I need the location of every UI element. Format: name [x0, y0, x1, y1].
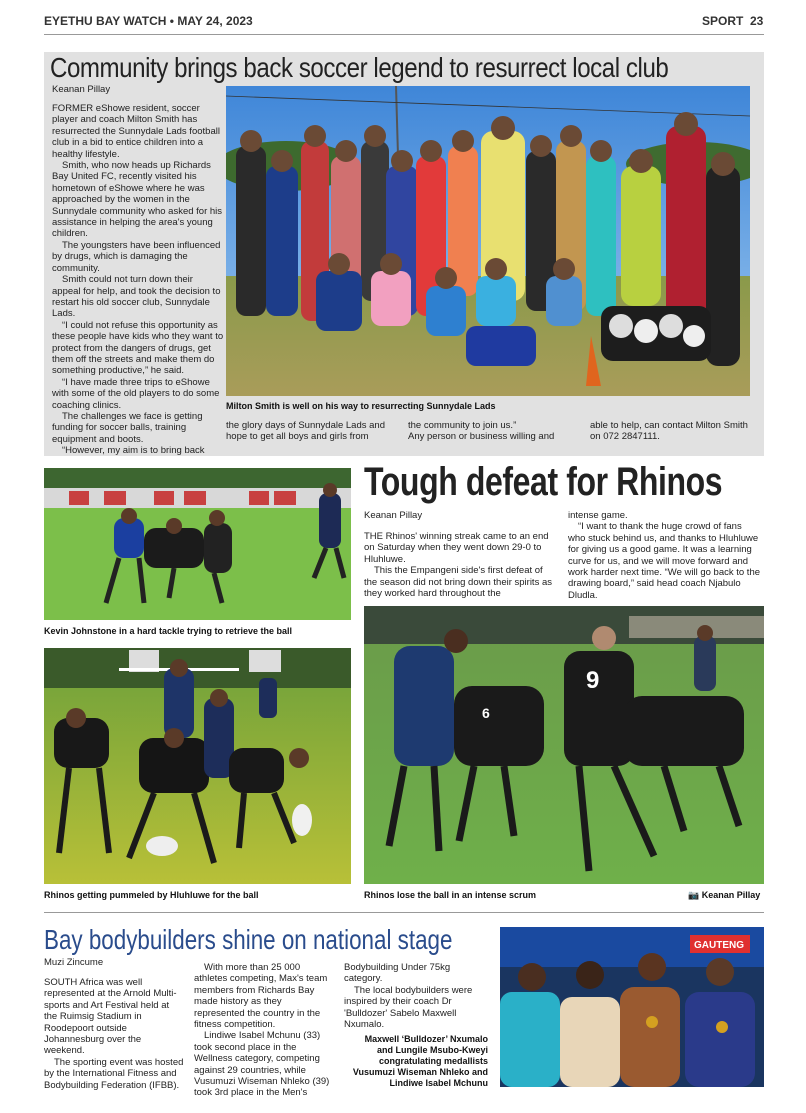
article3-byline: Muzi Zincume: [44, 957, 104, 968]
banner-text: GAUTENG: [694, 940, 744, 951]
article2-col2: [568, 510, 760, 601]
team-photo-caption: Milton Smith is well on his way to resurrecting Sunnydale Lads: [226, 401, 496, 411]
bodybuilders-caption: Maxwell ‘Bulldozer’ Nxumalo and Lungile Msubo-Kweyi congratulating medallists Vusumuzi Wiseman Nhleko and Lindiwe Isabel Mchunu: [352, 1034, 488, 1088]
article3-col3: [344, 962, 486, 1030]
article3-col1: [44, 977, 184, 1091]
article2-headline: Tough defeat for Rhinos: [364, 460, 723, 504]
article2-col1: [364, 531, 556, 599]
article1-bottom-col2: the community to join us.” Any person or business willing and: [408, 420, 555, 443]
camera-icon: 📷: [688, 890, 700, 900]
article3-col2: [194, 962, 334, 1099]
section-label: SPORT: [702, 14, 744, 28]
article3-paragraph: The sporting event was hosted by the International Fitness and Bodybuilding Federation (IFBB).: [44, 1056, 184, 1091]
article1-paragraph: “I could not refuse this opportunity as these people have kids who they want to protect from the dangers of drugs, get them off the streets and make them do something productive,” he said.: [52, 319, 224, 377]
article2-paragraph: “I want to thank the huge crowd of fans who stuck behind us, and thanks to Hluhluwe for giving us a good game. It was a learning curve for us, and we will move forward and work harder next time. “We will go back to the drawing board,” said head coach Njabulo Dludla.: [568, 521, 761, 601]
article1-paragraph: FORMER eShowe resident, soccer player and coach Milton Smith has resurrected the Sunnydale Lads football club in a bid to entice children into a healthy lifestyle.: [52, 103, 220, 160]
section-divider: [44, 912, 764, 913]
article2-byline: Keanan Pillay: [364, 510, 423, 521]
tackle-caption: Kevin Johnstone in a hard tackle trying to retrieve the ball: [44, 626, 293, 636]
article3-headline: Bay bodybuilders shine on national stage: [44, 924, 453, 955]
article1-bottom-col3: able to help, can contact Milton Smith on 072 2847111.: [590, 420, 748, 443]
article1-bottom-col1: the glory days of Sunnydale Lads and hope to get all boys and girls from: [226, 420, 385, 443]
article1-byline: Keanan Pillay: [52, 84, 111, 95]
article2-paragraph: This the Empangeni side's first defeat of the season did not bring down their spirits as they worked hard throughout the: [364, 565, 552, 600]
pummeled-photo: [44, 648, 351, 884]
article3-paragraph: The local bodybuilders were inspired by their coach Dr 'Bulldozer' Sabelo Maxwell Nxumalo.: [344, 984, 473, 1031]
article1-paragraph: “I have made three trips to eShowe with some of the old players to do some coaching clinics.: [52, 376, 220, 411]
article1-headline: Community brings back soccer legend to resurrect local club: [50, 52, 669, 83]
page-number: 23: [750, 14, 764, 28]
article2-paragraph: intense game.: [568, 510, 628, 521]
article2-paragraph: THE Rhinos' winning streak came to an end on Saturday when they went down 29-0 to Hluhluwe.: [364, 531, 549, 565]
pummeled-caption: Rhinos getting pummeled by Hluhluwe for the ball: [44, 890, 259, 900]
photo-credit-name: Keanan Pillay: [701, 890, 761, 900]
tackle-photo: [44, 468, 351, 620]
publication-header: EYETHU BAY WATCH • MAY 24, 2023: [44, 14, 253, 28]
article3-paragraph: Bodybuilding Under 75kg category.: [344, 962, 451, 985]
article1-paragraph: Smith could not turn down their appeal for help, and took the decision to restart his old soccer club, Sunnydale Lads.: [52, 274, 221, 320]
scrum-caption: Rhinos lose the ball in an intense scrum: [364, 890, 537, 900]
article1-paragraph: The youngsters have been influenced by drugs, which is damaging the community.: [52, 239, 221, 274]
article1-paragraph: The challenges we face is getting funding for soccer balls, training equipment and boots.: [52, 410, 203, 445]
article3-paragraph: SOUTH Africa was well represented at the Arnold Multi-sports and Art Festival held at the Ruimsig Stadium in Roodepoort outside Johannesburg over the weekend.: [44, 977, 177, 1057]
article1-body: [52, 103, 224, 457]
article1-paragraph: “However, my aim is to bring back: [62, 445, 205, 457]
scrum-photo: [364, 606, 764, 884]
photo-credit: [688, 890, 760, 901]
team-photo: [226, 86, 750, 396]
bodybuilders-photo: [500, 927, 764, 1087]
article3-paragraph: With more than 25 000 athletes competing, Max's team members from Richards Bay made history as they represented the country in the fitness competition.: [194, 962, 328, 1031]
header-rule: [44, 34, 764, 35]
jersey-number-2: 6: [482, 705, 490, 721]
jersey-number: 9: [586, 667, 600, 694]
article3-paragraph: Lindiwe Isabel Mchunu (33) took second place in the Wellness category, competing against 29 countries, while Vusumuzi Wiseman Nhleko (39) took 3rd place in the Men's: [194, 1030, 330, 1099]
article1-paragraph: Smith, who now heads up Richards Bay United FC, recently visited his hometown of eShowe where he was approached by the women in the Sunnydale community who asked for his assistance in helping the area's young children.: [52, 160, 223, 240]
